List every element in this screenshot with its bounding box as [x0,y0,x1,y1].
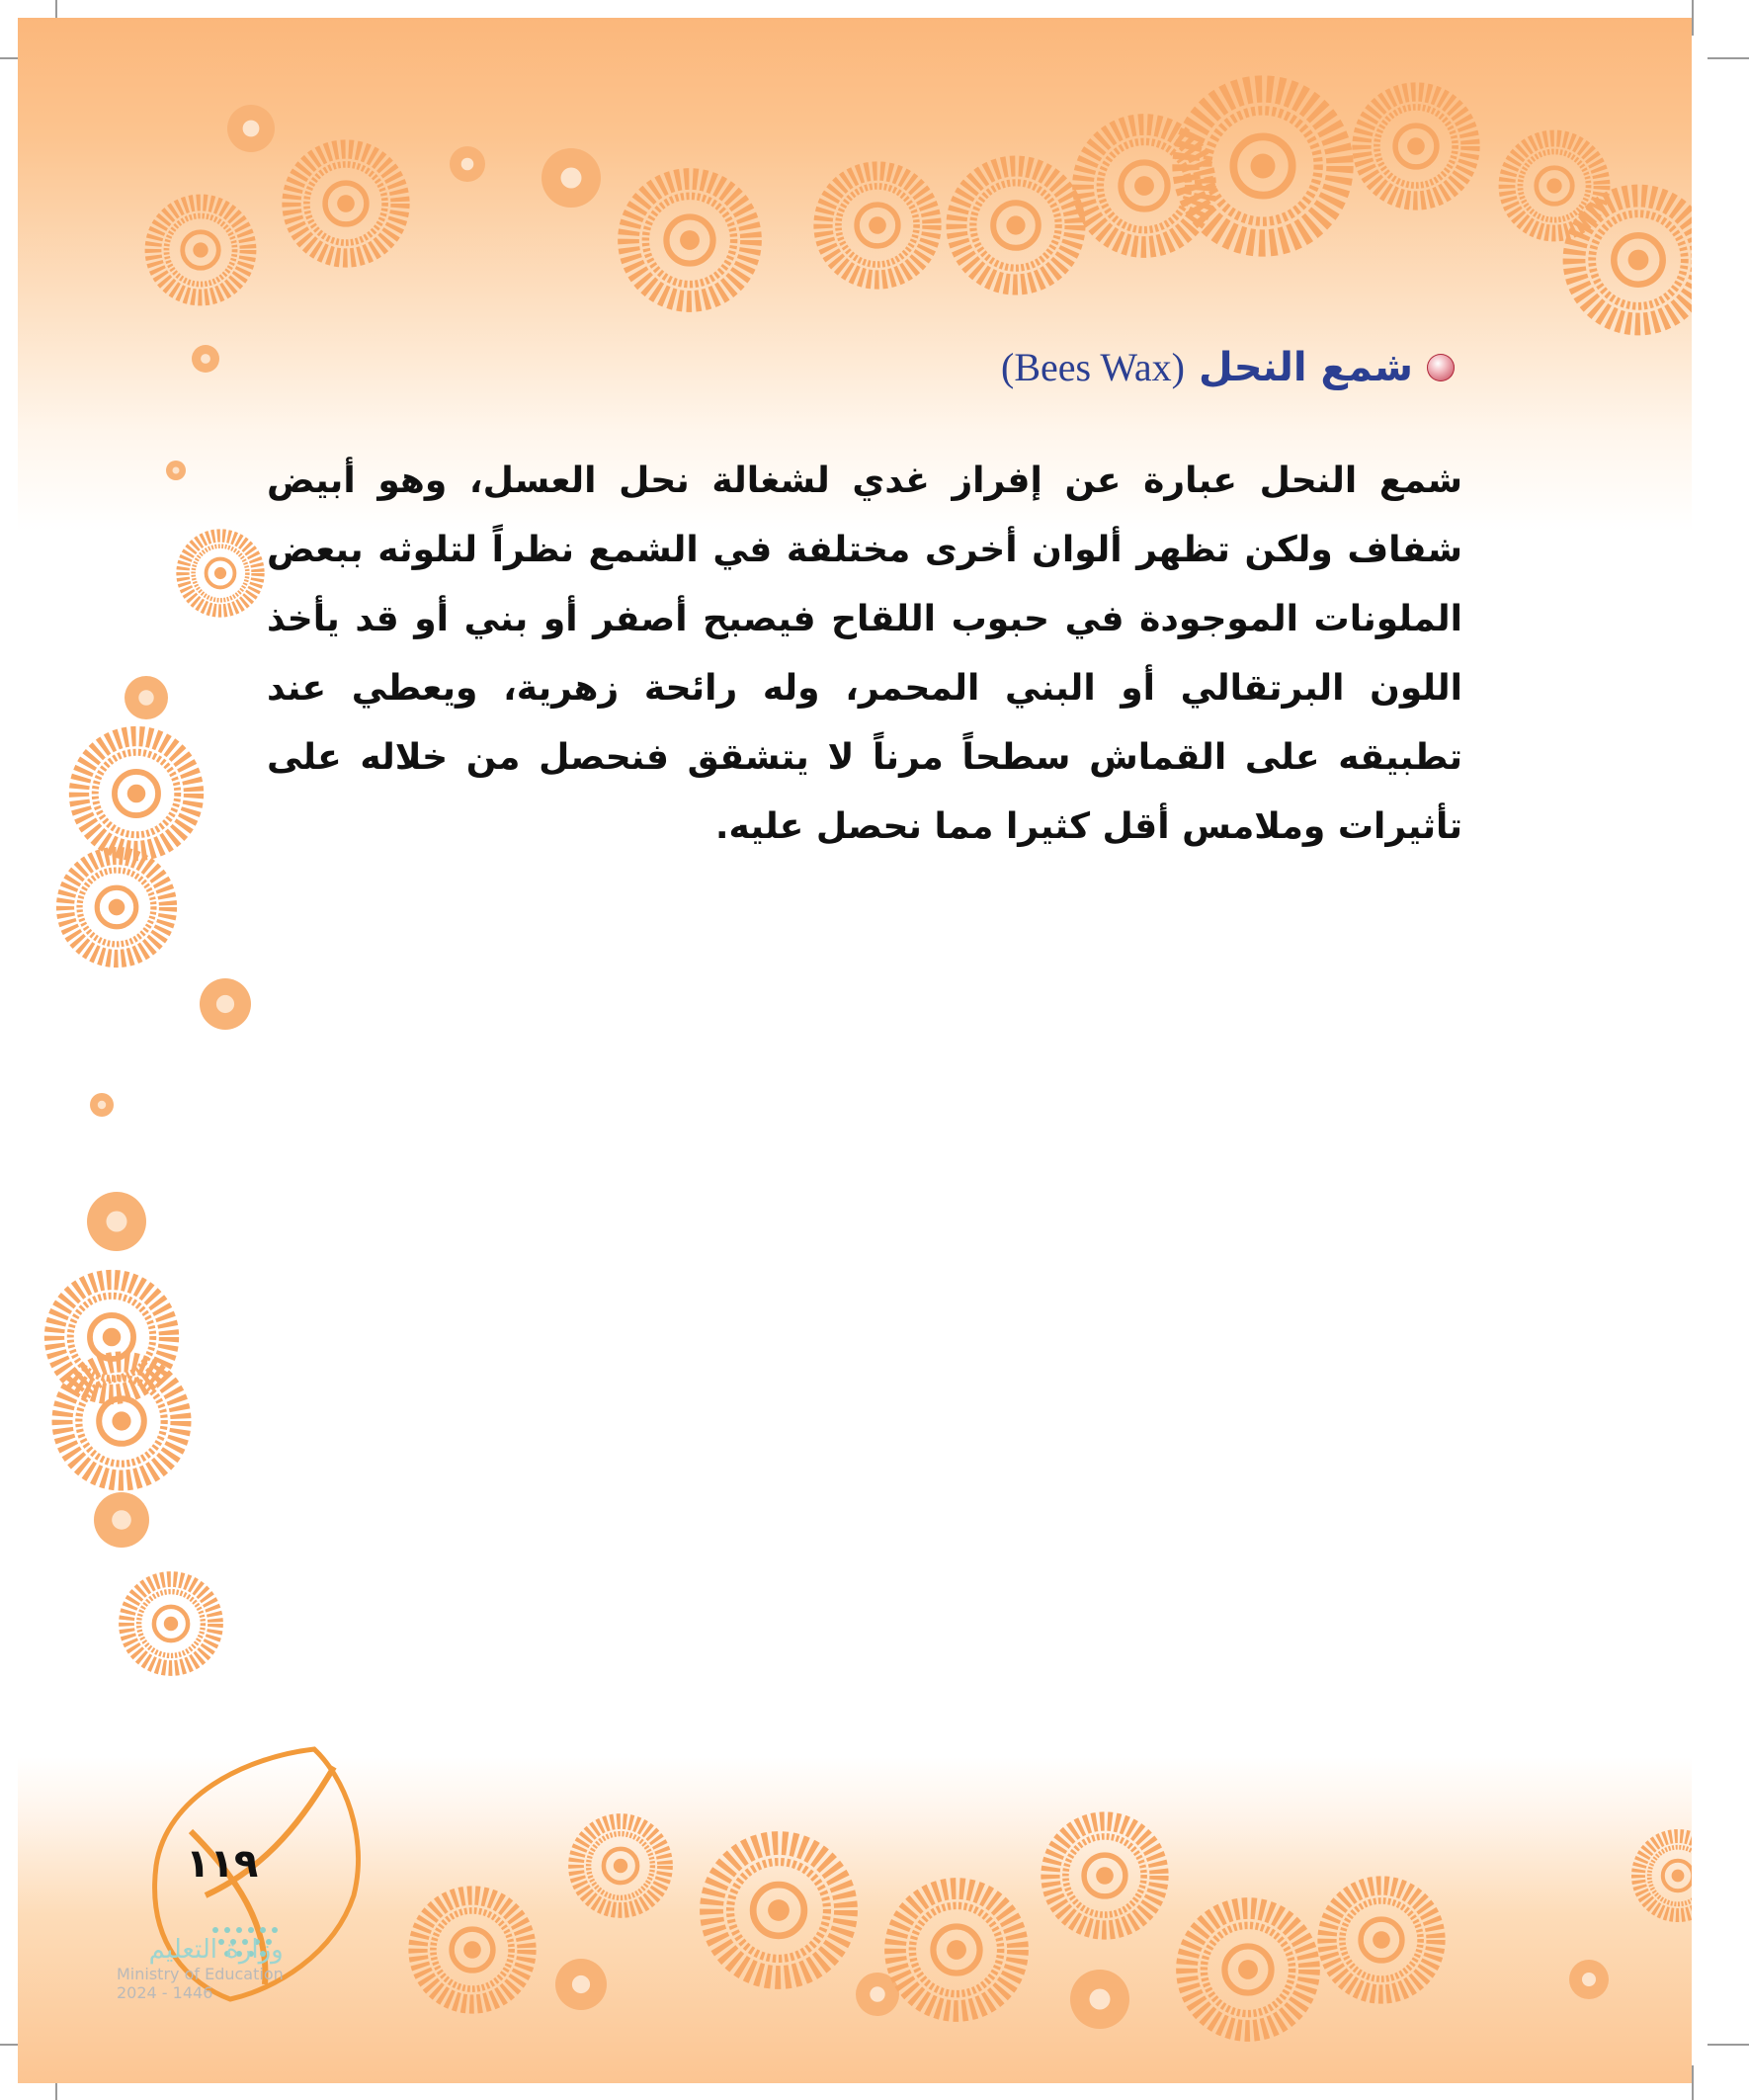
ministry-name-arabic: وزارة التعليم [148,1935,284,1965]
rosette-icon [957,166,1075,285]
section-heading [1001,344,1455,390]
rosette-icon [192,345,219,373]
ministry-branding [117,1935,284,2002]
rosette-icon [541,148,601,208]
rosette-icon [450,146,485,182]
crop-mark [1692,0,1694,36]
floral-decoration-layer [18,18,1692,2083]
crop-mark [1692,2065,1694,2100]
rosette-icon [87,1192,146,1251]
rosette-icon [1574,196,1692,324]
rosette-icon [227,105,275,152]
rosette-icon [895,1889,1018,2011]
rosette-icon [65,856,168,959]
edition-year: 2024 - 1446 [117,1983,213,2002]
book-page [18,18,1692,2083]
rosette-icon [1187,1908,1309,2031]
rosette-icon [126,1579,215,1668]
rosette-icon [1070,1970,1129,2029]
rosette-icon [62,1362,181,1480]
rosette-icon [1327,1886,1436,1994]
rosette-icon [576,1821,665,1910]
rosette-icon [166,461,186,480]
section-paragraph: شمع النحل عبارة عن إفراز غدي لشغالة نحل العسل، وهو أبيض شفاف ولكن تظهر ألوان أخرى مختلفة في الشمع نظراً لتلوثه ببعض الملونات الموجودة في حبوب اللقاح فيصبح أصفر أو بني أو قد يأخذ اللون البرتقالي أو البني المحمر، وله رائحة زهرية، ويعطي عند تطبيقه على القماش سطحاً مرناً لا يتشقق فنحصل من خلاله على تأثيرات وملامس أقل كثيرا مما نحصل عليه. [267,461,1462,847]
rosette-icon [418,1895,527,2004]
ministry-name-english: Ministry of Education [117,1965,284,1983]
rosette-icon [1638,1836,1692,1915]
rosette-icon [79,736,194,851]
rosette-icon [823,171,932,280]
rosette-icon [628,179,751,301]
rosette-icon [711,1843,846,1977]
crop-mark [1707,2044,1749,2046]
rosette-icon [1569,1960,1609,1999]
rosette-icon [1050,1821,1159,1930]
section-title-arabic: شمع النحل [1199,344,1413,390]
rosette-icon [1362,92,1470,201]
rosette-icon [555,1959,607,2010]
rosette-icon [153,203,248,297]
rosette-icon [200,978,251,1030]
rosette-icon [183,536,258,611]
section-title-english: (Bees Wax) [1001,345,1185,389]
crop-mark [1707,57,1749,59]
rosette-icon [90,1093,114,1117]
bullet-circle-icon [1427,354,1455,381]
rosette-icon [292,149,400,258]
rosette-icon [1186,89,1340,243]
rosette-icon [125,676,168,719]
page-number: ١١٩ [186,1841,259,1887]
rosette-icon [94,1492,149,1548]
